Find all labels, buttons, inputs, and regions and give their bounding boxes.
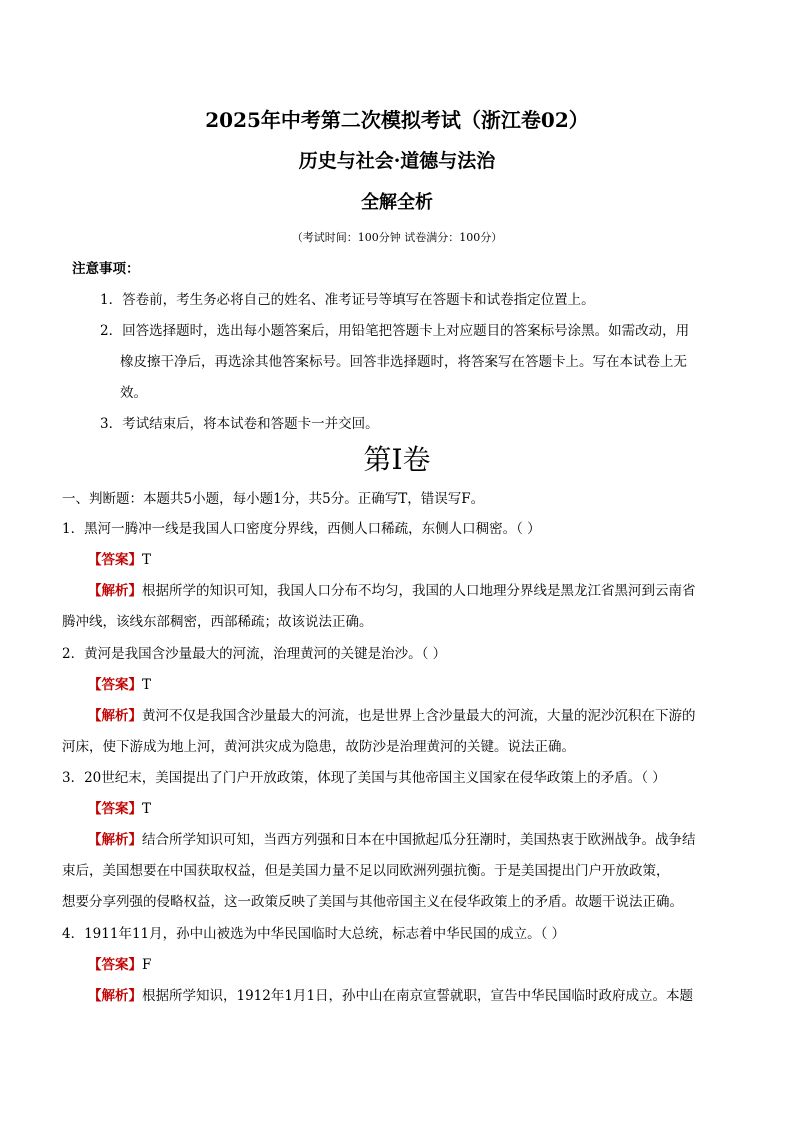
answer-row: [88, 551, 151, 569]
analysis-row: [88, 987, 693, 1005]
analysis-label: 【解析】: [88, 832, 142, 848]
question-stem: 4．1911年11月，孙中山被选为中华民国临时大总统，标志着中华民国的成立。（ ）: [62, 926, 566, 942]
notice-item: 2．回答选择题时，选出每小题答案后，用铅笔把答题卡上对应题目的答案标号涂黑。如需改动，用: [100, 323, 690, 339]
notice-item: 3．考试结束后，将本试卷和答题卡一并交回。: [100, 416, 379, 432]
exam-meta: （考试时间：100分钟 试卷满分：100分）: [291, 231, 503, 244]
answer-value: F: [142, 957, 152, 973]
question-stem: 3．20世纪末，美国提出了门户开放政策，体现了美国与其他帝国主义国家在侵华政策上的矛盾。（ ）: [62, 770, 666, 786]
answer-value: T: [142, 677, 152, 693]
answer-label: 【答案】: [88, 552, 142, 568]
analysis-text: 腾冲线，该线东部稠密，西部稀疏；故该说法正确。: [62, 614, 373, 630]
analysis-text: 根据所学的知识可知，我国人口分布不均匀，我国的人口地理分界线是黑龙江省黑河到云南省: [142, 583, 696, 599]
page-title: 2025年中考第二次模拟考试（浙江卷02）: [205, 108, 589, 132]
section-heading: 一、判断题：本题共5小题，每小题1分，共5分。正确写T，错误写F。: [62, 491, 485, 507]
analysis-text: 河床，使下游成为地上河，黄河洪灾成为隐患，故防沙是治理黄河的关键。说法正确。: [62, 739, 575, 755]
answer-label: 【答案】: [88, 801, 142, 817]
notice-item: 1．答卷前，考生务必将自己的姓名、准考证号等填写在答题卡和试卷指定位置上。: [100, 292, 595, 308]
subject-title: 历史与社会·道德与法治: [298, 150, 496, 172]
answer-row: [88, 800, 151, 818]
analysis-label: 【解析】: [88, 583, 142, 599]
analysis-text: 束后，美国想要在中国获取权益，但是美国力量不足以同欧洲列强抗衡。于是美国提出门户开放政策，: [62, 863, 670, 879]
answer-value: T: [142, 801, 152, 817]
analysis-label: 【解析】: [88, 708, 142, 724]
analysis-text: 黄河不仅是我国含沙量最大的河流，也是世界上含沙量最大的河流，大量的泥沙沉积在下游的: [142, 708, 696, 724]
answer-row: [88, 676, 151, 694]
analysis-text: 想要分享列强的侵略权益，这一政策反映了美国与其他帝国主义在侵华政策上的矛盾。故题干说法正确。: [62, 894, 683, 910]
analysis-text: 结合所学知识可知，当西方列强和日本在中国掀起瓜分狂潮时，美国热衷于欧洲战争。战争结: [142, 832, 696, 848]
notice-heading: 注意事项：: [72, 261, 140, 277]
notice-item: 橡皮擦干净后，再选涂其他答案标号。回答非选择题时，将答案写在答题卡上。写在本试卷上无: [120, 354, 687, 370]
answer-label: 【答案】: [88, 957, 142, 973]
answer-row: [88, 956, 151, 974]
notice-item: 效。: [120, 385, 147, 401]
analysis-row: [88, 831, 696, 849]
answer-value: T: [142, 552, 152, 568]
volume-title: 第Ⅰ卷: [363, 443, 431, 476]
subtitle: 全解全析: [361, 192, 433, 213]
question-stem: 2．黄河是我国含沙量最大的河流，治理黄河的关键是治沙。（ ）: [62, 646, 447, 662]
question-stem: 1．黑河一腾冲一线是我国人口密度分界线，西侧人口稀疏，东侧人口稠密。（ ）: [62, 521, 541, 537]
analysis-label: 【解析】: [88, 988, 142, 1004]
analysis-text: 根据所学知识，1912年1月1日，孙中山在南京宣誓就职，宣告中华民国临时政府成立。本题: [142, 988, 694, 1004]
analysis-row: [88, 707, 696, 725]
answer-label: 【答案】: [88, 677, 142, 693]
analysis-row: [88, 582, 696, 600]
